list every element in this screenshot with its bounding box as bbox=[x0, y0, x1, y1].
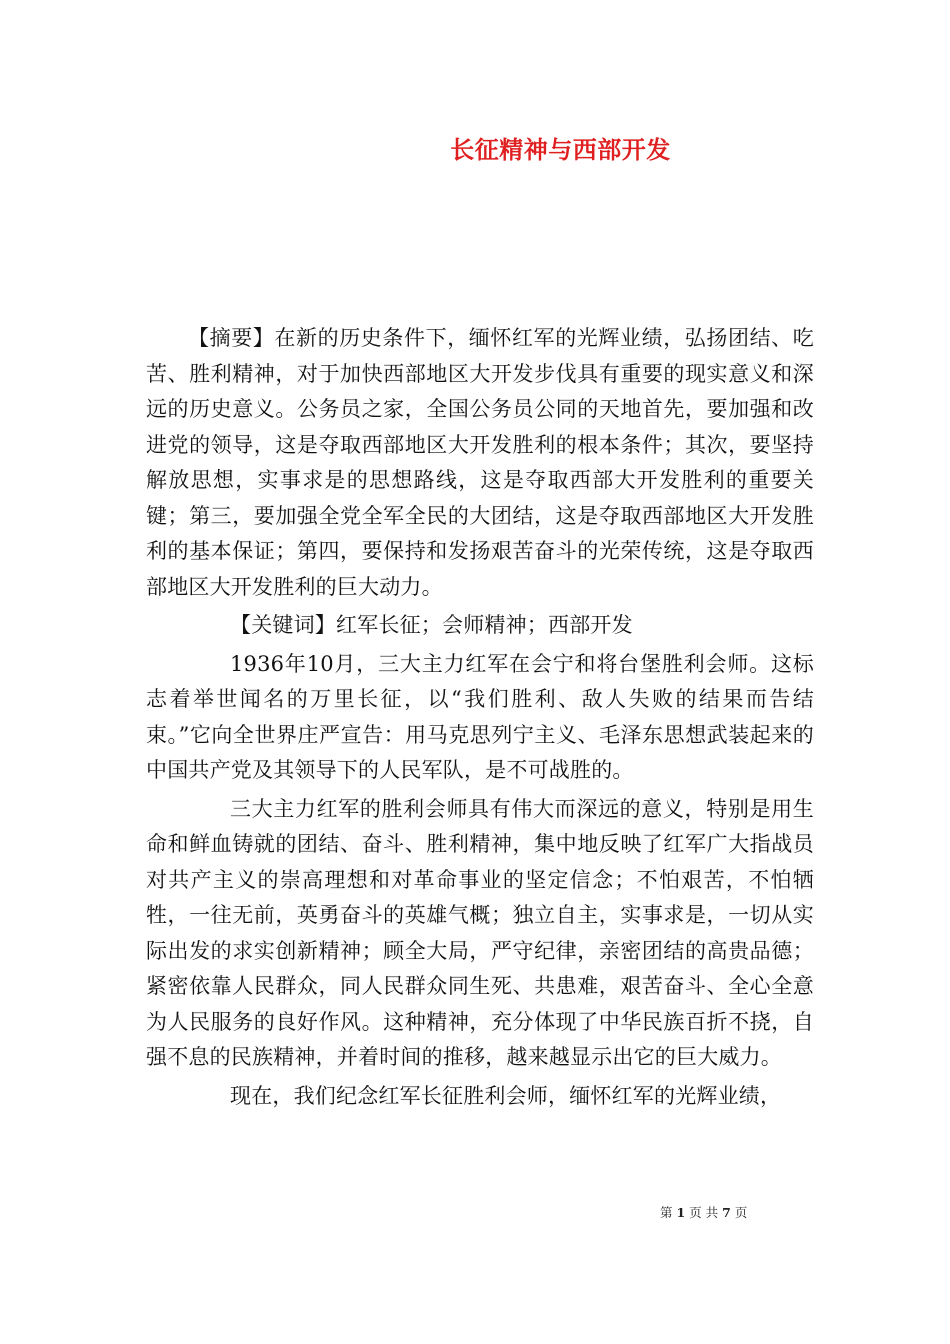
abstract-paragraph: 【摘要】在新的历史条件下，缅怀红军的光辉业绩，弘扬团结、吃苦、胜利精神，对于加快西部地区大开发步伐具有重要的现实意义和深远的历史意义。公务员之家，全国公务员公同的天地首先，要加强和改进党的领导，这是夺取西部地区大开发胜利的根本条件；其次，要坚持解放思想，实事求是的思想路线，这是夺取西部大开发胜利的重要关键；第三，要加强全党全军全民的大团结，这是夺取西部地区大开发胜利的基本保证；第四，要保持和发扬艰苦奋斗的光荣传统，这是夺取西部地区大开发胜利的巨大动力。 bbox=[146, 326, 814, 599]
keywords-paragraph: 【关键词】红军长征；会师精神；西部开发 bbox=[230, 613, 633, 637]
current-page-number: 1 bbox=[676, 1205, 686, 1220]
total-pages-number: 7 bbox=[722, 1205, 731, 1220]
page-label-middle: 页 共 bbox=[689, 1205, 719, 1220]
body-paragraph: 1936年10月，三大主力红军在会宁和将台堡胜利会师。这标志着举世闻名的万里长征，以“我们胜利、敌人失败的结果而告结束。”它向全世界庄严宣告：用马克思列宁主义、毛泽东思想武装起来的中国共产党及其领导下的人民军队，是不可战胜的。 bbox=[146, 651, 814, 782]
document-title: 长征精神与西部开发 bbox=[450, 135, 671, 164]
page-label-prefix: 第 bbox=[660, 1205, 673, 1220]
page-footer bbox=[660, 1204, 860, 1222]
document-body bbox=[146, 321, 814, 1114]
body-paragraph: 三大主力红军的胜利会师具有伟大而深远的意义，特别是用生命和鲜血铸就的团结、奋斗、胜利精神，集中地反映了红军广大指战员对共产主义的崇高理想和对革命事业的坚定信念；不怕艰苦，不怕牺牲，一往无前，英勇奋斗的英雄气概；独立自主，实事求是，一切从实际出发的求实创新精神；顾全大局，严守纪律，亲密团结的高贵品德；紧密依靠人民群众，同人民群众同生死、共患难，艰苦奋斗、全心全意为人民服务的良好作风。这种精神，充分体现了中华民族百折不挠，自强不息的民族精神，并着时间的推移，越来越显示出它的巨大威力。 bbox=[146, 796, 814, 1069]
page-label-suffix: 页 bbox=[734, 1205, 748, 1220]
body-paragraph: 现在，我们纪念红军长征胜利会师，缅怀红军的光辉业绩， bbox=[230, 1083, 782, 1108]
